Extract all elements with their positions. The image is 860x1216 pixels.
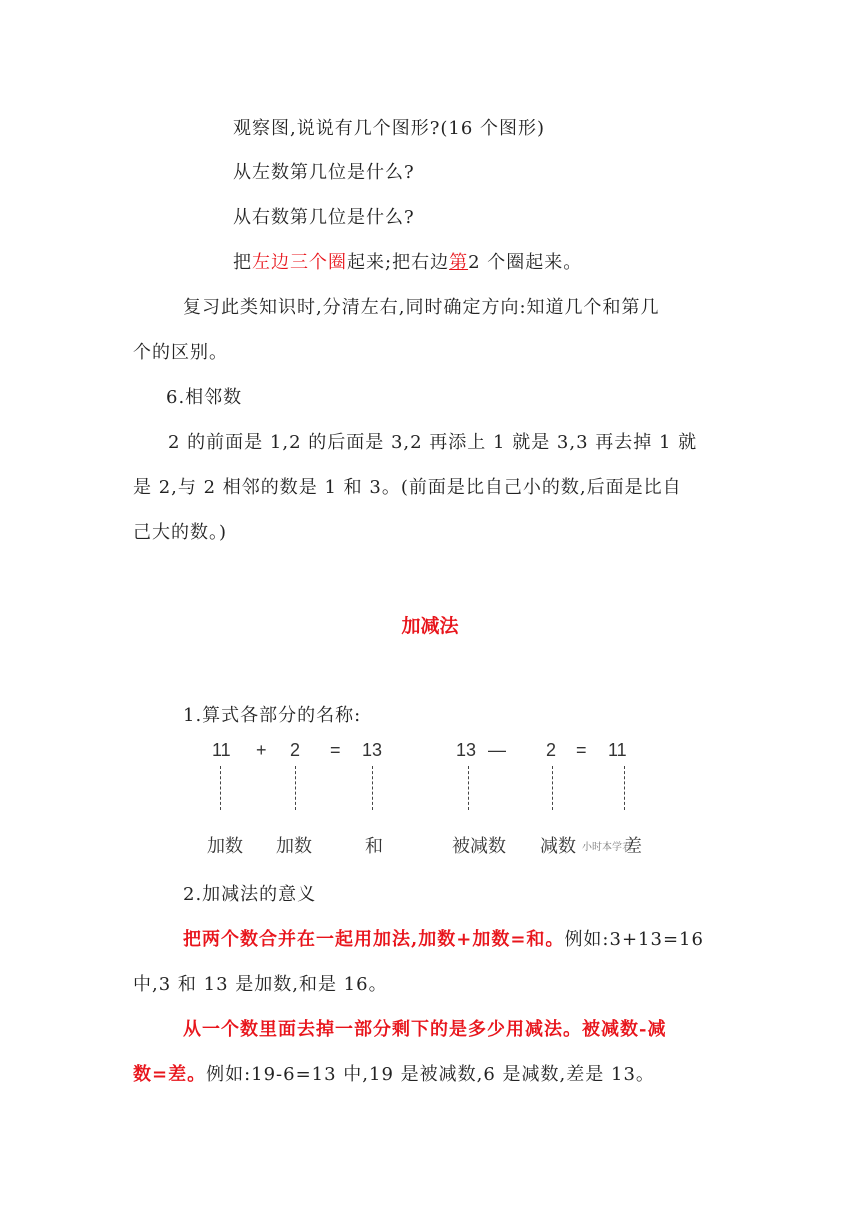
dash-line xyxy=(295,766,296,810)
add-term-b: 2 xyxy=(290,740,301,760)
sub-label-subtrahend: 减数 xyxy=(540,836,576,857)
sub-rule-line-1: 从一个数里面去掉一部分剩下的是多少用减法。被减数-减 xyxy=(183,1019,667,1040)
sub-equals: = xyxy=(576,740,587,760)
add-equals: = xyxy=(330,740,341,760)
intro-line-4-e: 2 个圈起来。 xyxy=(468,252,583,273)
review-line-2: 个的区别。 xyxy=(133,342,228,363)
add-label-addend-1: 加数 xyxy=(207,836,243,857)
sub-label-minuend: 被减数 xyxy=(452,836,506,857)
sub-term-b: 2 xyxy=(546,740,557,760)
section-heading: 加减法 xyxy=(401,615,459,637)
add-operator: + xyxy=(256,740,267,760)
item1-title: 1.算式各部分的名称: xyxy=(183,705,362,726)
intro-highlight-ordinal: 第 xyxy=(449,252,469,273)
item2-add-line-2: 中,3 和 13 是加数,和是 16。 xyxy=(133,974,388,995)
section6-para-line-3: 己大的数。) xyxy=(133,522,228,543)
dash-line xyxy=(468,766,469,810)
add-result: 13 xyxy=(362,740,383,760)
section6-para-line-2: 是 2,与 2 相邻的数是 1 和 3。(前面是比自己小的数,后面是比自 xyxy=(133,477,682,498)
sub-label-difference: 差 xyxy=(624,836,642,857)
add-label-addend-2: 加数 xyxy=(276,836,312,857)
item2-sub-line-2 xyxy=(133,1064,655,1086)
watermark: 小时本学君 xyxy=(582,842,632,853)
dash-line xyxy=(552,766,553,810)
add-term-a: 11 xyxy=(212,740,231,760)
dash-line xyxy=(220,766,221,810)
intro-line-4-a: 把 xyxy=(233,252,252,273)
dash-line xyxy=(372,766,373,810)
review-line-1: 复习此类知识时,分清左右,同时确定方向:知道几个和第几 xyxy=(183,297,660,318)
item2-add-line-1 xyxy=(183,929,704,951)
intro-line-2: 从左数第几位是什么? xyxy=(233,162,415,183)
intro-line-4-c: 起来;把右边 xyxy=(347,252,450,273)
intro-highlight-left-three: 左边三个圈 xyxy=(252,252,347,273)
intro-line-3: 从右数第几位是什么? xyxy=(233,207,415,228)
sub-example: 例如:19-6=13 中,19 是被减数,6 是减数,差是 13。 xyxy=(206,1064,655,1085)
add-label-sum: 和 xyxy=(365,836,383,857)
add-rule: 把两个数合并在一起用加法,加数+加数=和。 xyxy=(183,929,565,950)
sub-rule-line-2: 数=差。 xyxy=(133,1064,207,1085)
section6-para-line-1: 2 的前面是 1,2 的后面是 3,2 再添上 1 就是 3,3 再去掉 1 就 xyxy=(168,432,698,453)
section6-title: 6.相邻数 xyxy=(166,387,243,408)
item2-title: 2.加减法的意义 xyxy=(183,884,317,905)
sub-result: 11 xyxy=(608,740,627,760)
sub-term-a: 13 xyxy=(456,740,477,760)
add-example: 例如:3+13=16 xyxy=(564,929,704,950)
dash-line xyxy=(624,766,625,810)
intro-line-4 xyxy=(233,252,582,274)
intro-line-1: 观察图,说说有几个图形?(16 个图形) xyxy=(233,118,546,139)
equation-parts-diagram xyxy=(200,740,650,858)
sub-operator: — xyxy=(488,740,506,760)
